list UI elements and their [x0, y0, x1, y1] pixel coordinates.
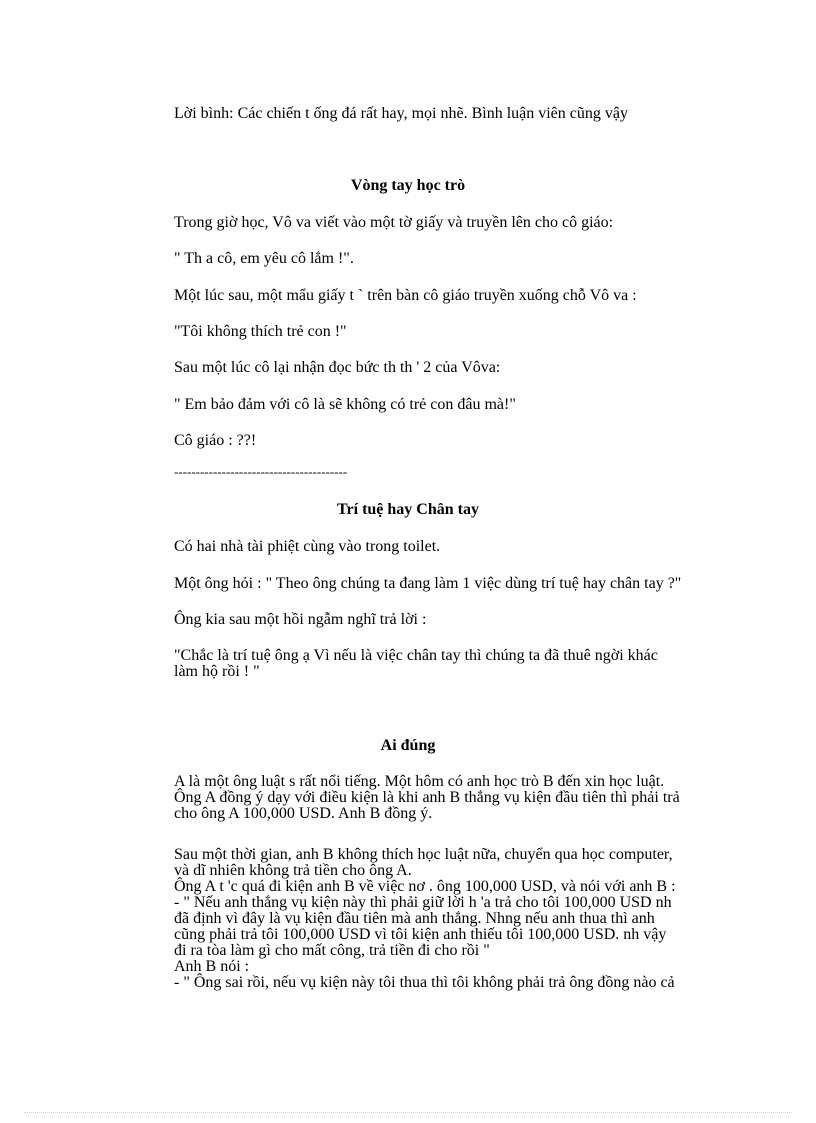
dashed-divider: ----------------------------------------: [174, 464, 348, 479]
story1-line: Cô giáo : ??!: [174, 432, 257, 449]
story3-line: - " Nếu anh thắng vụ kiện này thì phải giữ lời h 'a trả cho tôi 100,000 USD nh: [174, 894, 672, 911]
story1-line: " Th a cô, em yêu cô lắm !".: [174, 250, 354, 267]
story1-line: Một lúc sau, một mẩu giấy t ` trên bàn cô giáo truyền xuống chỗ Vô va :: [174, 287, 637, 304]
page-bottom-border: [24, 1112, 792, 1113]
story-title-vong-tay-hoc-tro: Vòng tay học trò: [350, 177, 466, 194]
story3-line: Ông A t 'c quá đi kiện anh B về việc nơ . ông 100,000 USD, và nói với anh B :: [174, 878, 676, 895]
story-title-ai-dung: Ai đúng: [380, 737, 436, 754]
story1-line: "Tôi không thích trẻ con !": [174, 323, 347, 340]
intro-comment: Lời bình: Các chiến t ống đá rất hay, mọi nhẽ. Bình luận viên cũng vậy: [174, 105, 628, 122]
story2-quote: [174, 648, 658, 680]
story2-quote-line: "Chắc là trí tuệ ông ạ Vì nếu là việc chân tay thì chúng ta đã thuê ngời khác: [174, 647, 658, 664]
story3-line: - " Ông sai rồi, nếu vụ kiện này tôi thua thì tôi không phải trả ông đồng nào cả: [174, 974, 675, 991]
story-title-tri-tue-hay-chan-tay: Trí tuệ hay Chân tay: [337, 501, 479, 518]
story3-line: Anh B nói :: [174, 958, 250, 975]
story3-line: Ông A đồng ý dạy với điều kiện là khi anh B thắng vụ kiện đầu tiên thì phải trả: [174, 789, 680, 806]
story3-line: đã định vì đây là vụ kiện đầu tiên mà anh thắng. Nhng nếu anh thua thì anh: [174, 910, 655, 927]
story1-line: Trong giờ học, Vô va viết vào một tờ giấy và truyền lên cho cô giáo:: [174, 214, 614, 231]
story3-line: cho ông A 100,000 USD. Anh B đồng ý.: [174, 805, 433, 822]
story3-paragraph-2: [174, 847, 676, 991]
story3-paragraph-1: [174, 774, 680, 822]
story2-line: Có hai nhà tài phiệt cùng vào trong toilet.: [174, 538, 441, 555]
story2-line: Một ông hỏi : " Theo ông chúng ta đang làm 1 việc dùng trí tuệ hay chân tay ?": [174, 575, 682, 592]
story3-line: đi ra tòa làm gì cho mất công, trả tiền đi cho rồi ": [174, 942, 490, 959]
story3-line: cũng phải trả tôi 100,000 USD vì tôi kiện anh thiếu tôi 100,000 USD. nh vậy: [174, 926, 667, 943]
story1-line: Sau một lúc cô lại nhận đọc bức th th ' 2 của Vôva:: [174, 359, 501, 376]
story3-line: và dĩ nhiên không trả tiền cho ông A.: [174, 862, 412, 879]
story2-line: Ông kia sau một hồi ngẫm nghĩ trả lời :: [174, 611, 427, 628]
story3-line: A là một ông luật s rất nổi tiếng. Một hôm có anh học trò B đến xin học luật.: [174, 773, 665, 790]
story2-quote-line: làm hộ rồi ! ": [174, 663, 260, 680]
story3-line: Sau một thời gian, anh B không thích học luật nữa, chuyển qua học computer,: [174, 846, 673, 863]
story1-line: " Em bảo đảm với cô là sẽ không có trẻ con đâu mà!": [174, 396, 516, 413]
